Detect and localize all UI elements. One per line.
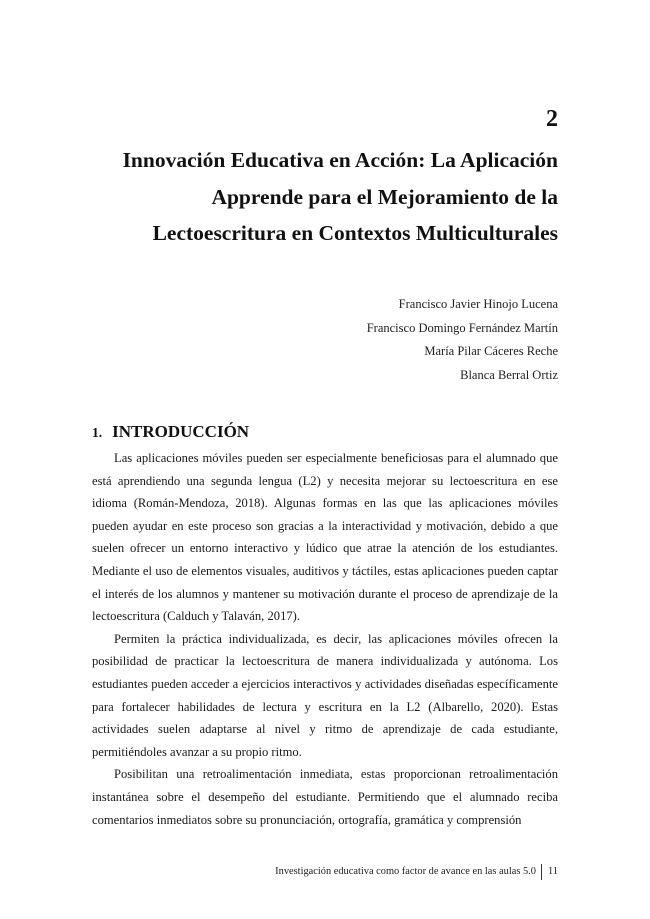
paragraph: Las aplicaciones móviles pueden ser especialmente beneficiosas para el alumnado que está aprendiendo una segunda lengua (L2) y necesita mejorar su lectoescritura en ese idioma (Román-Mendoza, 2018). Algunas formas en las que las aplicaciones móviles pueden ayudar en este proceso son gracias a la interactividad y motivación, debido a que suelen ofrecer un entorno interactivo y lúdico que atrae la atención de los estudiantes. Mediante el uso de elementos visuales, auditivos y táctiles, estas aplicaciones pueden captar el interés de los alumnos y mantener su motivación durante el proceso de aprendizaje de la lectoescritura (Calduch y Talaván, 2017). <box>92 451 558 624</box>
body-text <box>92 447 558 831</box>
page-number: 11 <box>547 866 558 877</box>
page-footer <box>275 864 558 880</box>
section-heading <box>92 421 249 444</box>
chapter-title-line: Apprende para el Mejoramiento de la <box>211 184 558 209</box>
chapter-title <box>88 142 558 252</box>
author-name: Francisco Domingo Fernández Martín <box>366 320 558 335</box>
running-title: Investigación educativa como factor de avance en las aulas 5.0 <box>275 866 536 877</box>
chapter-title-line: Lectoescritura en Contextos Multiculturales <box>152 221 558 245</box>
paragraph: Permiten la práctica individualizada, es decir, las aplicaciones móviles ofrecen la posibilidad de practicar la lectoescritura de manera individualizada y autónoma. Los estudiantes pueden acceder a ejercicios interactivos y actividades diseñadas específicamente para fortalecer habilidades de lectura y escritura en la L2 (Albarello, 2020). Estas actividades suelen adaptarse al nivel y ritmo de aprendizaje de cada estudiante, permitiéndoles avanzar a su propio ritmo. <box>92 631 558 759</box>
chapter-number: 2 <box>546 106 558 132</box>
author-name: Blanca Berral Ortiz <box>460 367 558 382</box>
author-name: María Pilar Cáceres Reche <box>424 344 558 358</box>
paragraph: Posibilitan una retroalimentación inmediata, estas proporcionan retroalimentación instantánea sobre el desempeño del estudiante. Permitiendo que el alumnado reciba comentarios inmediatos sobre su pronunciación, ortografía, gramática y comprensión <box>92 767 558 827</box>
footer-divider <box>541 864 542 880</box>
author-name: Francisco Javier Hinojo Lucena <box>398 297 558 311</box>
section-title: INTRODUCCIÓN <box>112 422 250 441</box>
chapter-title-line: Innovación Educativa en Acción: La Aplicación <box>122 148 558 172</box>
section-number: 1. <box>92 425 103 440</box>
author-list <box>367 293 558 387</box>
